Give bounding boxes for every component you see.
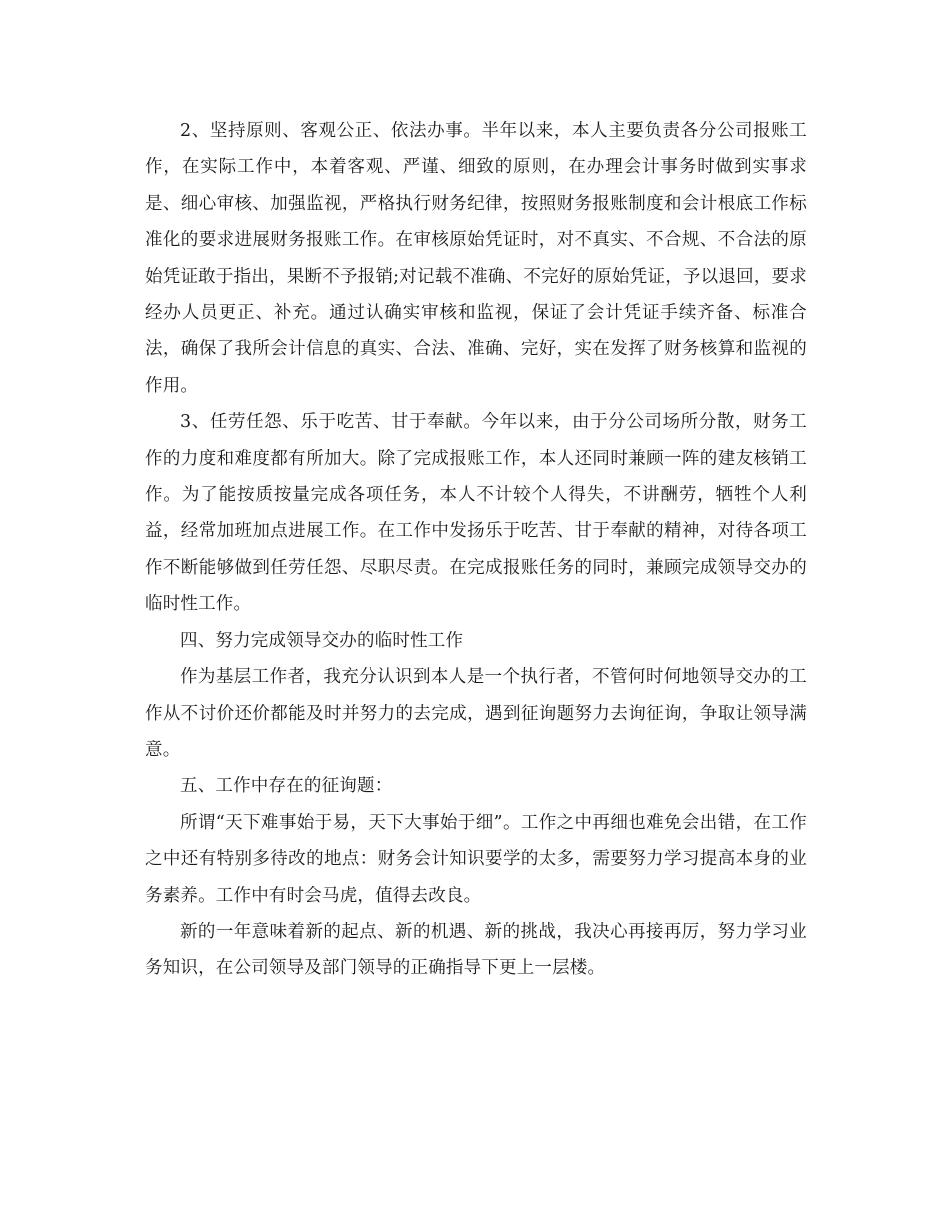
paragraph-diligence: 3、任劳任怨、乐于吃苦、甘于奉献。今年以来，由于分公司场所分散，财务工作的力度和难度都有所加大。除了完成报账工作，本人还同时兼顾一阵的建友核销工作。为了能按质按量完成各项任务，本人不计较个人得失，不讲酬劳，牺牲个人利益，经常加班加点进展工作。在工作中发扬乐于吃苦、甘于奉献的精神，对待各项工作不断能够做到任劳任怨、尽职尽责。在完成报账任务的同时，兼顾完成领导交办的临时性工作。 [145,412,807,615]
document-body [145,113,807,987]
paragraph-principles: 2、坚持原则、客观公正、依法办事。半年以来，本人主要负责各分公司报账工作，在实际工作中，本着客观、严谨、细致的原则，在办理会计事务时做到实事求是、细心审核、加强监视，严格执行财务纪律，按照财务报账制度和会计根底工作标准化的要求进展财务报账工作。在审核原始凭证时，对不真实、不合规、不合法的原始凭证敢于指出，果断不予报销;对记载不准确、不完好的原始凭证，予以退回，要求经办人员更正、补充。通过认确实审核和监视，保证了会计凭证手续齐备、标准合法，确保了我所会计信息的真实、合法、准确、完好，实在发挥了财务核算和监视的作用。 [145,121,807,396]
section-heading-problems: 五、工作中存在的征询题： [180,776,393,797]
paragraph-outlook: 新的一年意味着新的起点、新的机遇、新的挑战，我决心再接再厉，努力学习业务知识，在公司领导及部门领导的正确指导下更上一层楼。 [145,921,807,979]
paragraph-problems: 所谓“天下难事始于易，天下大事始于细”。工作之中再细也难免会出错，在工作之中还有特别多待改的地点：财务会计知识要学的太多，需要努力学习提高本身的业务素养。工作中有时会马虎，值得去改良。 [145,812,807,906]
paragraph-temporary-work: 作为基层工作者，我充分认识到本人是一个执行者，不管何时何地领导交办的工作从不讨价还价都能及时并努力的去完成，遇到征询题努力去询征询，争取让领导满意。 [145,667,807,760]
section-heading-temporary-work: 四、努力完成领导交办的临时性工作 [180,630,464,651]
